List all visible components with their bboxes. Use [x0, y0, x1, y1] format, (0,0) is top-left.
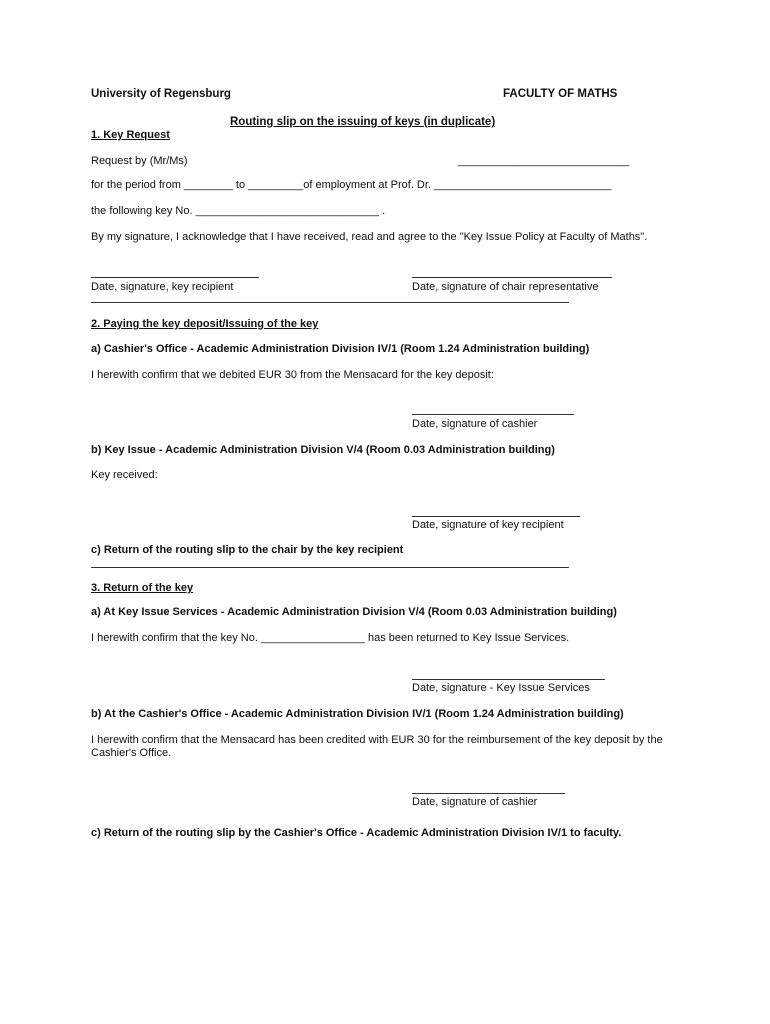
key-number-line[interactable]: the following key No. ______________________________ . [91, 205, 386, 217]
section-2-heading: 2. Paying the key deposit/Issuing of the key [91, 318, 319, 330]
routing-return-heading: c) Return of the routing slip to the chair by the key recipient [91, 544, 404, 556]
key-issue-services-heading: a) At Key Issue Services - Academic Administration Division V/4 (Room 0.03 Administration building) [91, 606, 617, 618]
refund-cashier-signature-line[interactable] [412, 793, 565, 794]
debit-confirmation-text: I herewith confirm that we debited EUR 30 from the Mensacard for the key deposit: [91, 369, 494, 381]
section-3-heading: 3. Return of the key [91, 582, 194, 594]
chair-signature-line[interactable] [412, 277, 612, 278]
section-1-heading: 1. Key Request [91, 129, 170, 141]
faculty-return-heading: c) Return of the routing slip by the Cashier's Office - Academic Administration Division IV/1 to faculty. [91, 827, 622, 839]
chair-signature-label: Date, signature of chair representative [412, 281, 599, 293]
cashier-office-heading: a) Cashier's Office - Academic Administration Division IV/1 (Room 1.24 Administration building) [91, 343, 590, 355]
request-by-label: Request by (Mr/Ms) [91, 155, 188, 167]
university-name: University of Regensburg [91, 88, 231, 100]
key-issue-services-signature-line[interactable] [412, 679, 605, 680]
key-recipient-signature-line[interactable] [412, 516, 580, 517]
key-received-label: Key received: [91, 469, 158, 481]
cashier-signature-label: Date, signature of cashier [412, 418, 538, 430]
cashier-signature-line[interactable] [412, 414, 574, 415]
key-returned-text[interactable]: I herewith confirm that the key No. _________________ has been returned to Key Issue Services. [91, 632, 570, 644]
section-divider [91, 567, 569, 568]
refund-cashier-signature-label: Date, signature of cashier [412, 796, 538, 808]
refund-confirmation-text: I herewith confirm that the Mensacard has been credited with EUR 30 for the reimbursement of the key deposit by the Cashier's Office. [91, 734, 663, 759]
period-line[interactable]: for the period from ________ to _________of employment at Prof. Dr. _____________________________ [91, 179, 612, 191]
faculty-name: FACULTY OF MATHS [503, 88, 618, 100]
request-by-blank[interactable]: ____________________________ [458, 155, 630, 167]
key-recipient-signature-label: Date, signature of key recipient [412, 519, 564, 531]
key-issue-heading: b) Key Issue - Academic Administration Division V/4 (Room 0.03 Administration building) [91, 444, 555, 456]
document-title: Routing slip on the issuing of keys (in duplicate) [230, 116, 496, 128]
recipient-signature-line[interactable] [91, 277, 259, 278]
recipient-signature-label: Date, signature, key recipient [91, 281, 234, 293]
acknowledgement-text: By my signature, I acknowledge that I have received, read and agree to the "Key Issue Policy at Faculty of Maths". [91, 231, 648, 243]
key-issue-services-signature-label: Date, signature - Key Issue Services [412, 682, 590, 694]
section-divider [91, 302, 569, 303]
cashier-refund-heading: b) At the Cashier's Office - Academic Administration Division IV/1 (Room 1.24 Administration building) [91, 708, 624, 720]
